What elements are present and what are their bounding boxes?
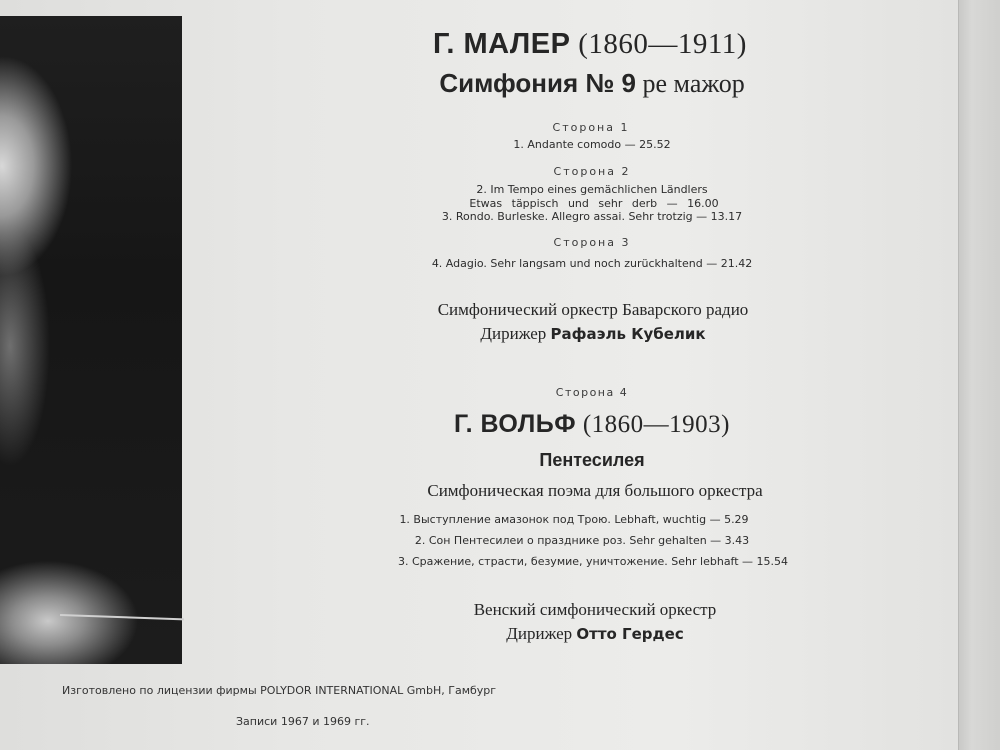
wolf-dates: (1860—1903): [582, 411, 730, 438]
recordings-note: Записи 1967 и 1969 гг.: [236, 715, 370, 728]
side1-label: Сторона 1: [552, 121, 630, 134]
wolf-work-title: Пентесилея: [539, 450, 645, 470]
wolf-track3: 3. Сражение, страсти, безумие, уничтожение. Sehr lebhaft — 15.54: [397, 555, 789, 568]
side1-track1: 1. Andante comodo — 25.52: [513, 138, 671, 151]
wolf-heading: [454, 410, 730, 439]
license-note: Изготовлено по лицензии фирмы POLYDOR INTERNATIONAL GmbH, Гамбург: [62, 684, 497, 697]
baton: [60, 614, 184, 620]
mahler-orchestra: Симфонический оркестр Баварского радио: [437, 300, 749, 319]
wolf-composer: Г. ВОЛЬФ: [454, 410, 577, 438]
side2-track3: 3. Rondo. Burleske. Allegro assai. Sehr trotzig — 13.17: [441, 210, 743, 223]
wolf-track1: 1. Выступление амазонок под Трою. Lebhaft, wuchtig — 5.29: [399, 513, 749, 526]
mahler-work: [439, 68, 744, 99]
conductor-photo: [0, 16, 182, 664]
mahler-conductor: [480, 324, 705, 344]
conductor-name: Отто Гердес: [576, 625, 684, 643]
mahler-dates: (1860—1911): [578, 28, 747, 60]
conductor-label: Дирижер: [480, 324, 547, 343]
wolf-description: Симфоническая поэма для большого оркестра: [427, 481, 763, 500]
page-edge: [958, 0, 1000, 750]
side3-track4: 4. Adagio. Sehr langsam und noch zurückhaltend — 21.42: [431, 257, 753, 270]
mahler-composer: Г. МАЛЕР: [433, 28, 571, 60]
mahler-heading: [433, 28, 747, 61]
conductor-name: Рафаэль Кубелик: [550, 325, 706, 343]
mahler-work-key: ре мажор: [642, 69, 745, 98]
wolf-orchestra: Венский симфонический оркестр: [473, 600, 717, 619]
wolf-track2: 2. Сон Пентесилеи о празднике роз. Sehr gehalten — 3.43: [414, 534, 750, 547]
side2-track2b: Etwas täppisch und sehr derb — 16.00: [469, 197, 719, 210]
side4-label: Сторона 4: [555, 386, 629, 399]
side2-track2a: 2. Im Tempo eines gemächlichen Ländlers: [476, 183, 708, 196]
mahler-work-title: Симфония № 9: [439, 68, 637, 98]
side3-label: Сторона 3: [553, 236, 631, 249]
wolf-conductor: [506, 624, 683, 644]
side2-label: Сторона 2: [553, 165, 631, 178]
conductor-label: Дирижер: [506, 624, 573, 643]
